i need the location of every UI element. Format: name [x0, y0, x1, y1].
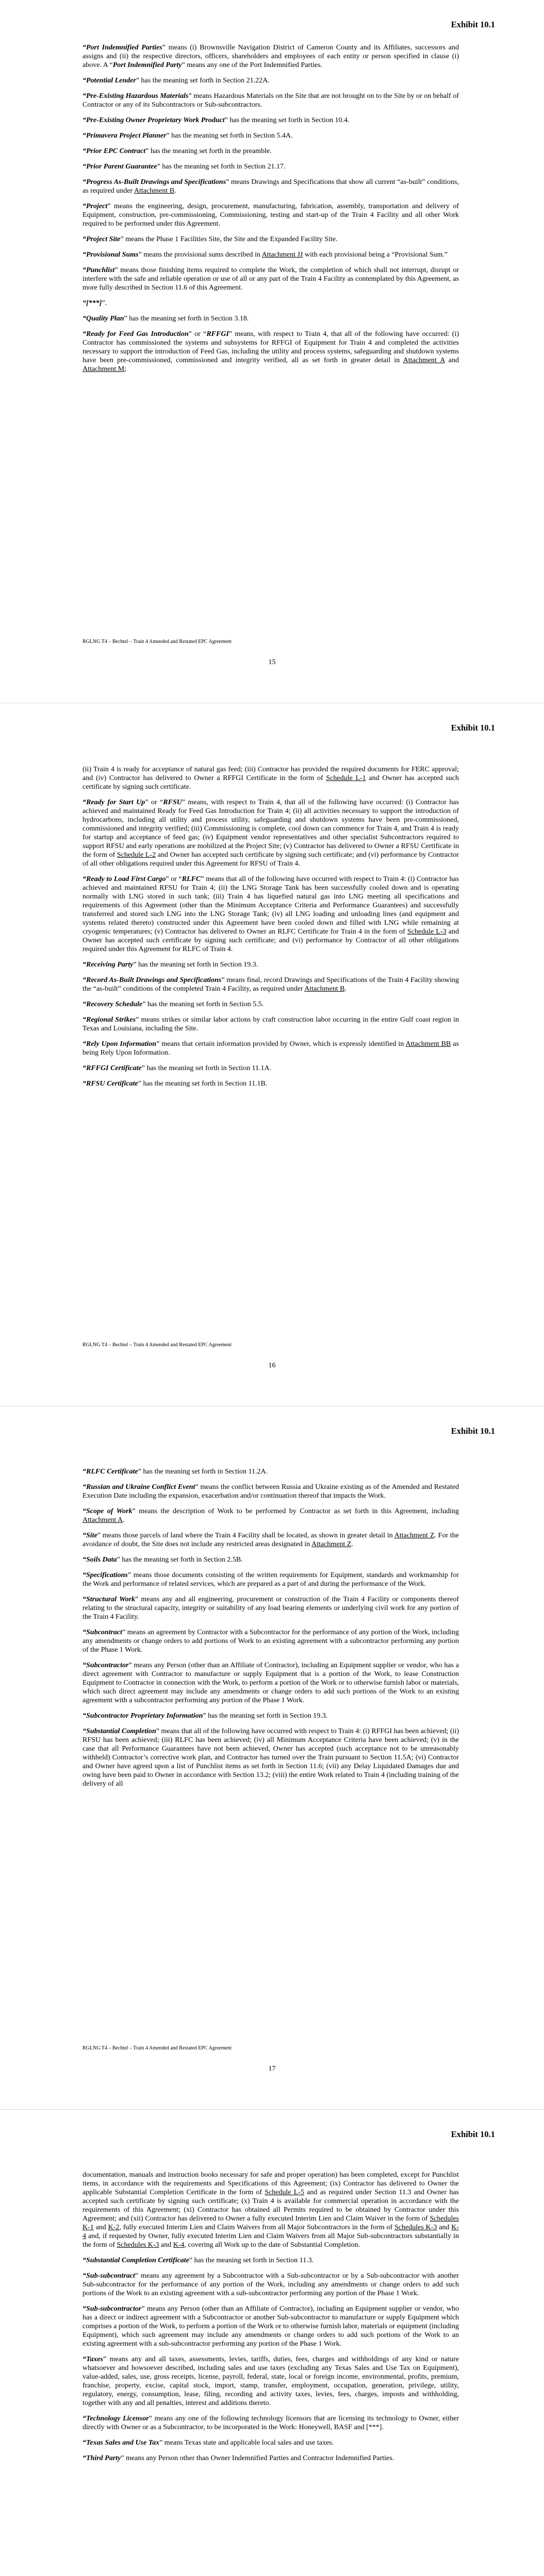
paragraph-text: with each provisional being a “Provisional Sum.”: [303, 251, 448, 259]
paragraph-text: ” has the meaning set forth in the preamble.: [145, 147, 272, 155]
cross-reference: K-4: [173, 2241, 185, 2249]
page-content: [83, 43, 459, 380]
paragraph-text: and: [437, 2224, 452, 2231]
defined-term: “Pre-Existing Hazardous Materials: [83, 92, 189, 100]
paragraph-text: ” means any Person other than Owner Indemnified Parties and Contractor Indemnified Parties.: [121, 2454, 394, 2462]
defined-term: “Sub-subcontractor: [83, 2305, 142, 2313]
defined-term: “Project Site: [83, 235, 121, 243]
paragraph-text: ” has the meaning set forth in Section 19.3.: [133, 961, 258, 969]
definition-paragraph: [83, 1000, 459, 1009]
defined-term: “Structural Work: [83, 1596, 135, 1603]
definition-paragraph: [83, 1467, 459, 1476]
paragraph-text: ” means the Phase 1 Facilities Site, the Site and the Expanded Facility Site.: [120, 235, 338, 243]
page-content: [83, 1467, 459, 1795]
defined-term: “RLFC Certificate: [83, 1468, 138, 1476]
page-15: [0, 0, 544, 703]
defined-term: “Ready for Start Up: [83, 799, 145, 806]
paragraph-text: ” means those parcels of land where the Train 4 Facility shall be located, as shown in greater detail in: [97, 1532, 394, 1539]
exhibit-label: Exhibit 10.1: [451, 2129, 495, 2139]
defined-term: “Third Party: [83, 2454, 121, 2462]
defined-term: “Texas Sales and Use Tax: [83, 2439, 160, 2447]
paragraph-text: ” has the meaning set forth in Section 21.17.: [157, 163, 286, 171]
paragraph-text: and, if requested by Owner, fully executed Interim Lien and Claim Waivers from all Major Sub-subcontractors substantially in the form of: [83, 2232, 459, 2249]
paragraph-text: and: [444, 357, 459, 364]
definition-paragraph: [83, 76, 459, 85]
paragraph-text: and as required under Section 11.3 and Owner has accepted such certificate by signing such certificate; (x) Train 4 is available for commercial operation in accordance with the requirements of this Agreement; (xi) Contractor has obtained all Permits required to be obtained by Contractor under this Agreement; and (xii) Contractor has delivered to Owner a fully executed Interim Lien and Claim Waiver in the form of: [83, 2189, 459, 2223]
definition-paragraph: [83, 2304, 459, 2348]
defined-term: “Rely Upon Information: [83, 1040, 157, 1048]
paragraph-text: ” or “: [145, 799, 163, 806]
defined-term: “Receiving Party: [83, 961, 134, 969]
cross-reference: Attachment Z: [394, 1532, 435, 1539]
cross-reference: Schedule L-5: [265, 2189, 304, 2196]
cross-reference: Attachment JJ: [261, 251, 303, 259]
paragraph-text: ” has the meaning set forth in Section 11.1A.: [141, 1064, 272, 1072]
defined-term: “RFSU Certificate: [83, 1080, 138, 1088]
defined-term: RLFC: [182, 875, 201, 883]
defined-term: “Subcontractor: [83, 1662, 129, 1669]
definition-paragraph: [83, 2414, 459, 2432]
paragraph-text: and Owner has accepted such certificate by signing such certificate; and (vi) performance by Contractor of all other obligations required under this Agreement for RFSU of Train 4.: [83, 851, 459, 868]
paragraph-text: ” means any and all taxes, assessments, levies, tariffs, duties, fees, charges and withholdings of any kind or nature whatsoever and howsoever described, including sales and use taxes (excluding any Texas Sales and Use Tax on Equipment), value-added, sales, use, gross receipts, license, payroll, federal, state, local or foreign income, environmental, profits, premium, franchise, property, excise, capital stock, import, stamp, transfer, employment, occupation, generation, privilege, utility, regulatory, energy, consumption, lease, filing, recording and activity taxes, levies, fees, charges, imposts and withholding, together with any and all penalties, interest and additions thereto.: [83, 2355, 459, 2407]
defined-term: “Project: [83, 202, 108, 210]
defined-term: “Sub-subcontract: [83, 2272, 135, 2280]
exhibit-label: Exhibit 10.1: [451, 20, 495, 29]
definition-paragraph: [83, 43, 459, 70]
defined-term: “Provisional Sums: [83, 251, 139, 259]
cross-reference: Attachment A: [403, 357, 445, 364]
defined-term: “Specifications: [83, 1571, 128, 1579]
defined-term: “Prior Parent Guarantee: [83, 163, 157, 171]
defined-term: “Quality Plan: [83, 315, 124, 323]
paragraph-text: ” means any one of the following technology licensors that are licensing its technology to Owner, either directly with Owner or as a Subcontractor, to be incorporated in the Work: Honeywell, BASF and [***].: [83, 2415, 459, 2431]
defined-term: “Soils Data: [83, 1556, 117, 1564]
definition-paragraph: [83, 2454, 459, 2463]
cross-reference: Schedule L-1: [326, 774, 366, 782]
definition-paragraph: [83, 798, 459, 868]
page-18: [0, 2110, 544, 2576]
defined-term: “Port Indemnified Parties: [83, 44, 162, 52]
paragraph-text: .: [174, 187, 176, 195]
definition-paragraph: [83, 2272, 459, 2298]
definition-paragraph: [83, 875, 459, 954]
paragraph-text: . For the avoidance of doubt, the Site does not include any restricted areas designated in: [83, 1532, 459, 1548]
defined-term: “Ready to Load First Cargo: [83, 875, 166, 883]
defined-term: “Regional Strikes: [83, 1016, 136, 1024]
defined-term: “Ready for Feed Gas Introduction: [83, 330, 189, 338]
paragraph-text: ” has the meaning set forth in Section 5.4A.: [166, 132, 293, 140]
defined-term: RFSU: [163, 799, 182, 806]
paragraph-text: as being Rely Upon Information.: [83, 1040, 459, 1057]
paragraph-text: (ii) Train 4 is ready for acceptance of natural gas feed; (iii) Contractor has provided the required documents for FERC approval; and (iv) Contractor has delivered to Owner a RFFGI Certificate in the form of: [83, 766, 459, 782]
cross-reference: Attachment B: [304, 985, 345, 993]
page-16: [0, 703, 544, 1406]
definition-paragraph: [83, 2171, 459, 2249]
paragraph-text: ” has the meaning set forth in Section 3.18.: [124, 315, 249, 323]
definition-paragraph: [83, 162, 459, 171]
definition-paragraph: [83, 1079, 459, 1088]
defined-term: “Potential Lender: [83, 77, 136, 84]
cross-reference: Attachment A: [83, 1516, 123, 1524]
paragraph-text: ” means the description of Work to be performed by Contractor as set forth in this Agreement, including: [132, 1507, 459, 1515]
paragraph-text: ” means the engineering, design, procurement, manufacturing, fabrication, assembly, transportation and delivery of Equipment, construction, pre-commissioning, Commissioning, testing and start-up of the Train 4 Facility and all other Work required to be performed under this Agreement.: [83, 202, 459, 228]
definition-paragraph: [83, 330, 459, 374]
page-number: 16: [268, 1362, 276, 1369]
page-number: 15: [268, 658, 276, 666]
paragraph-text: ” has the meaning set forth in Section 11.2A.: [138, 1468, 268, 1476]
paragraph-text: ” means, with respect to Train 4, that all of the following have occurred: (i) Contractor has achieved and maintained Ready for Feed Gas Introduction for Train 4; (ii) all activities necessary to support the introduction of hydrocarbons, including all utility and process utility, safeguarding and shutdown systems have been pre-commissioned, commissioned and integrity verified; (iii) Commissioning is complete, cool down can commence for Train 4, and Train 4 is ready for startup and acceptance of feed gas; (iv) Equipment vendor representatives and other specialist Subcontractors required to support RFSU and early operations are mobilized at the Project Site; (v) Contractor has delivered to Owner a RFSU Certificate in the form of: [83, 799, 459, 859]
paragraph-text: and: [93, 2224, 108, 2231]
paragraph-text: ” or “: [188, 330, 207, 338]
paragraph-text: ” means strikes or similar labor actions by craft construction labor occurring in the entire Gulf coast region in Texas and Louisiana, including the Site.: [83, 1016, 459, 1032]
exhibit-label: Exhibit 10.1: [451, 723, 495, 733]
cross-reference: Schedules K-3: [394, 2224, 437, 2231]
page-footer: RGLNG T4 – Bechtel – Train 4 Amended and Restated EPC Agreement: [83, 639, 232, 645]
page-number: 17: [268, 2065, 276, 2073]
definition-paragraph: [83, 1555, 459, 1564]
paragraph-text: and: [159, 2241, 173, 2249]
paragraph-text: , covering all Work up to the date of Substantial Completion.: [184, 2241, 360, 2249]
paragraph-text: documentation, manuals and instruction books necessary for safe and proper operation) has been completed, except for Punchlist items, in accordance with the requirements and Specifications of this Agreement; (ix) Contractor has delivered to Owner the applicable Substantial Completion Certificate in the form of: [83, 2171, 459, 2196]
defined-term: “Record As-Built Drawings and Specifications: [83, 976, 222, 984]
definition-paragraph: [83, 116, 459, 125]
defined-term: “Recovery Schedule: [83, 1001, 143, 1008]
cross-reference: Attachment B: [134, 187, 175, 195]
definition-paragraph: [83, 266, 459, 292]
definition-paragraph: [83, 1040, 459, 1057]
page-17: [0, 1406, 544, 2110]
defined-term: “Substantial Completion Certificate: [83, 2257, 189, 2264]
cross-reference: Attachment Z: [311, 1540, 352, 1548]
defined-term: RFFGI: [206, 330, 229, 338]
definition-paragraph: [83, 131, 459, 140]
cross-reference: K-2: [108, 2224, 120, 2231]
paragraph-text: ” means Texas state and applicable local sales and use taxes.: [159, 2439, 334, 2447]
cross-reference: Schedule L-2: [117, 851, 156, 859]
paragraph-text: .: [351, 1540, 353, 1548]
exhibit-label: Exhibit 10.1: [451, 1426, 495, 1436]
paragraph-text: ” or “: [166, 875, 182, 883]
defined-term: “Prior EPC Contract: [83, 147, 146, 155]
definition-paragraph: [83, 1571, 459, 1588]
definition-paragraph: [83, 202, 459, 228]
defined-term: “Russian and Ukraine Conflict Event: [83, 1483, 195, 1491]
definition-paragraph: [83, 147, 459, 156]
paragraph-text: and Owner has accepted such certificate by signing such certificate; and (vi) performance by Contractor of all other obligations required under this Agreement for RLFC of Train 4.: [83, 928, 459, 953]
definition-paragraph: [83, 2355, 459, 2408]
paragraph-text: ” has the meaning set forth in Section 2.5B.: [117, 1556, 243, 1564]
paragraph-text: ” means an agreement by Contractor with a Subcontractor for the performance of any portion of the Work, including any amendments or change orders to add portions of Work to an existing agreement with a subcontractor performing any portion of the Phase 1 Work.: [83, 1629, 459, 1654]
definition-paragraph: [83, 1711, 459, 1720]
paragraph-text: ” means any Person (other than an Affiliate of Contractor), including an Equipment supplier or vendor, who has a direct agreement with Contractor to manufacture or supply Equipment that is a portion of the Work, to lease Construction Equipment to Contractor in connection with the Work, to perform a portion of the Work or to otherwise furnish labor or materials, which such direct agreement may include any amendments or change orders to add such portions of the Work to an existing agreement with a subcontractor performing any portion of the Phase 1 Work.: [83, 1662, 459, 1704]
definition-paragraph: [83, 178, 459, 195]
paragraph-text: ” means those documents consisting of the written requirements for Equipment, standards and workmanship for the Work and performance of related services, which are prepared as a part of and during the performance of the Work.: [83, 1571, 459, 1588]
page-content: [83, 765, 459, 1095]
paragraph-text: ” has the meaning set forth in Section 21.22A.: [136, 77, 270, 84]
paragraph-text: ” means that all of the following have occurred with respect to Train 4: (i) RFFGI has been achieved; (ii) RFSU has been achieved; (iii) RLFC has been achieved; (iv) all Minimum Acceptance Criteria have been achieved; (v) in the case that all Performance Guarantees have not been achieved, Owner has accepted (such acceptance not to be unreasonably withheld) Contractor’s corrective work plan, and Contractor has turned over the Train pursuant to Section 11.5A; (vi) Contractor and Owner have agreed upon a list of Punchlist items as set forth in Section 11.6; (vii) any Delay Liquidated Damages due and owing have been paid to Owner in accordance with Section 13.2; (viii) the entire Work related to Train 4 (including training of the delivery of all: [83, 1727, 459, 1788]
cross-reference: Attachment M: [83, 365, 125, 373]
defined-term: “Technology Licensor: [83, 2415, 149, 2422]
paragraph-text: ” means those finishing items required to complete the Work, the completion of which shall not interrupt, disrupt or interfere with the safe and reliable operation or use of all or any part of the Train 4 Facility as contemplated by this Agreement, as more fully described in Section 11.6 of this Agreement.: [83, 266, 459, 292]
paragraph-text: ;: [124, 365, 127, 373]
paragraph-text: ” means the provisional sums described in: [138, 251, 262, 259]
paragraph-text: ” has the meaning set forth in Section 19.3.: [203, 1712, 328, 1720]
paragraph-text: ” means any and all engineering, procurement or construction of the Train 4 Facility or components thereof relating to the structural capacity, integrity or suitability of any load bearing elements or underlying civil work for any portion of the Train 4 Facility.: [83, 1596, 459, 1621]
definition-paragraph: [83, 92, 459, 109]
defined-term: “Taxes: [83, 2355, 103, 2363]
defined-term: “Punchlist: [83, 266, 115, 274]
paragraph-text: , fully executed Interim Lien and Claim Waivers from all Major Subcontractors in the form of: [119, 2224, 395, 2231]
paragraph-text: .: [123, 1516, 125, 1524]
paragraph-text: ” has the meaning set forth in Section 11.1B.: [138, 1080, 268, 1088]
defined-term: “[***]: [83, 299, 102, 307]
definition-paragraph: [83, 1595, 459, 1621]
defined-term: “Pre-Existing Owner Proprietary Work Product: [83, 116, 225, 124]
defined-term: “Subcontractor Proprietary Information: [83, 1712, 203, 1720]
paragraph-text: ” has the meaning set forth in Section 11.3.: [189, 2257, 314, 2264]
defined-term: “Subcontract: [83, 1629, 123, 1636]
paragraph-text: ” means Hazardous Materials on the Site that are not brought on to the Site by or on behalf of Contractor or any of its Subcontractors or Sub-subcontractors.: [83, 92, 459, 109]
definition-paragraph: [83, 1064, 459, 1073]
definition-paragraph: [83, 1661, 459, 1705]
paragraph-text: ” has the meaning set forth in Section 10.4.: [224, 116, 350, 124]
paragraph-text: .: [344, 985, 347, 993]
definition-paragraph: [83, 1531, 459, 1549]
definition-paragraph: [83, 1015, 459, 1033]
page-footer: RGLNG T4 – Bechtel – Train 4 Amended and Restated EPC Agreement: [83, 1342, 232, 1348]
paragraph-text: ” means that all of the following have occurred with respect to Train 4: (i) Contractor has achieved and maintained RFSU for Train 4; (ii) the LNG Storage Tank has been successfully cooled down and is operating normally with LNG stored in such tank; (iii) Train 4 has liquefied natural gas into LNG meeting all specifications and requirements of this Agreement (other than the Minimum Acceptance Criteria and Performance Guarantees) and successfully transferred and stored such LNG into the LNG Storage Tank; (iv) all LNG loading and unloading lines (and equipment and systems related thereto) constructed under this Agreement have been cooled down and filled with LNG while remaining at cryogenic temperatures; (v) Contractor has delivered to Owner an RLFC Certificate for Train 4 in the form of: [83, 875, 459, 936]
definition-paragraph: [83, 2256, 459, 2265]
defined-term: Port Indemnified Party: [112, 61, 182, 69]
definition-paragraph: [83, 976, 459, 993]
page-content: [83, 2171, 459, 2469]
defined-term: “RFFGI Certificate: [83, 1064, 142, 1072]
paragraph-text: ” means Drawings and Specifications that show all current “as-built” conditions, as required under: [83, 178, 459, 195]
paragraph-text: ” means (i) Brownsville Navigation District of Cameron County and its Affiliates, successors and assigns and (ii) the respective directors, officers, shareholders and employees of each entity or person specified in clause (i) above. A “: [83, 44, 459, 69]
defined-term: “Substantial Completion: [83, 1727, 156, 1735]
defined-term: “Site: [83, 1532, 97, 1539]
definition-paragraph: [83, 1507, 459, 1524]
definition-paragraph: [83, 1483, 459, 1500]
definition-paragraph: [83, 1727, 459, 1788]
definition-paragraph: [83, 960, 459, 969]
paragraph-text: ” means final, record Drawings and Specifications of the Train 4 Facility showing the “as-built” conditions of the completed Train 4 Facility, as required under: [83, 976, 459, 993]
definition-paragraph: [83, 1628, 459, 1654]
paragraph-text: ” means, with respect to Train 4, that all of the following have occurred: (i) Contractor has commissioned the systems and subsystems for RFFGI of Equipment for Train 4 and completed the activities necessary to support the introduction of Feed Gas, including the utility and process systems, safeguarding and shutdown systems have been pre-commissioned, commissioned and integrity verified, all as set forth in greater detail in: [83, 330, 459, 364]
paragraph-text: ”.: [102, 299, 107, 307]
definition-paragraph: [83, 250, 459, 259]
paragraph-text: ” means any Person (other than an Affiliate of Contractor), including an Equipment supplier or vendor, who has a direct or indirect agreement with a Subcontractor or another Sub-subcontractor to manufacture or supply Equipment which comprises a portion of the Work, to perform a portion of the Work or to otherwise furnish labor, materials or equipment (including Equipment), which such agreement may include any amendments or change orders to add such portions of the Work to an existing agreement with a sub-subcontractor performing any portion of the Phase 1 Work.: [83, 2305, 459, 2348]
cross-reference: Schedules K-1: [83, 2215, 459, 2231]
paragraph-text: ” means any agreement by a Subcontractor with a Sub-subcontractor or by a Sub-subcontractor with another Sub-subcontractor for the performance of any portion of the Work, including any amendments or change orders to add such portions of the Work to an existing agreement with a sub-subcontractor performing any portion of the Phase 1 Work.: [83, 2272, 459, 2297]
defined-term: “Primavera Project Planner: [83, 132, 167, 140]
definition-paragraph: [83, 235, 459, 244]
cross-reference: Schedule L-3: [407, 928, 447, 936]
definition-paragraph: [83, 765, 459, 791]
page-footer: RGLNG T4 – Bechtel – Train 4 Amended and Restated EPC Agreement: [83, 2045, 232, 2051]
paragraph-text: and Owner has accepted such certificate by signing such certificate.: [83, 774, 459, 791]
cross-reference: Attachment BB: [405, 1040, 451, 1048]
paragraph-text: ” means any one of the Port Indemnified Parties.: [182, 61, 323, 69]
definition-paragraph: [83, 299, 459, 308]
cross-reference: K-4: [83, 2224, 459, 2240]
paragraph-text: ” means the conflict between Russia and Ukraine existing as of the Amended and Restated Execution Date including the expansion, exacerbation and/or continuation thereof that impacts the Work.: [83, 1483, 459, 1500]
paragraph-text: ” has the meaning set forth in Section 5.5.: [142, 1001, 264, 1008]
cross-reference: Schedules K-3: [117, 2241, 159, 2249]
paragraph-text: ” means that certain information provided by Owner, which is expressly identified in: [156, 1040, 406, 1048]
definition-paragraph: [83, 314, 459, 323]
defined-term: “Scope of Work: [83, 1507, 133, 1515]
defined-term: “Progress As-Built Drawings and Specifications: [83, 178, 226, 186]
definition-paragraph: [83, 2438, 459, 2447]
